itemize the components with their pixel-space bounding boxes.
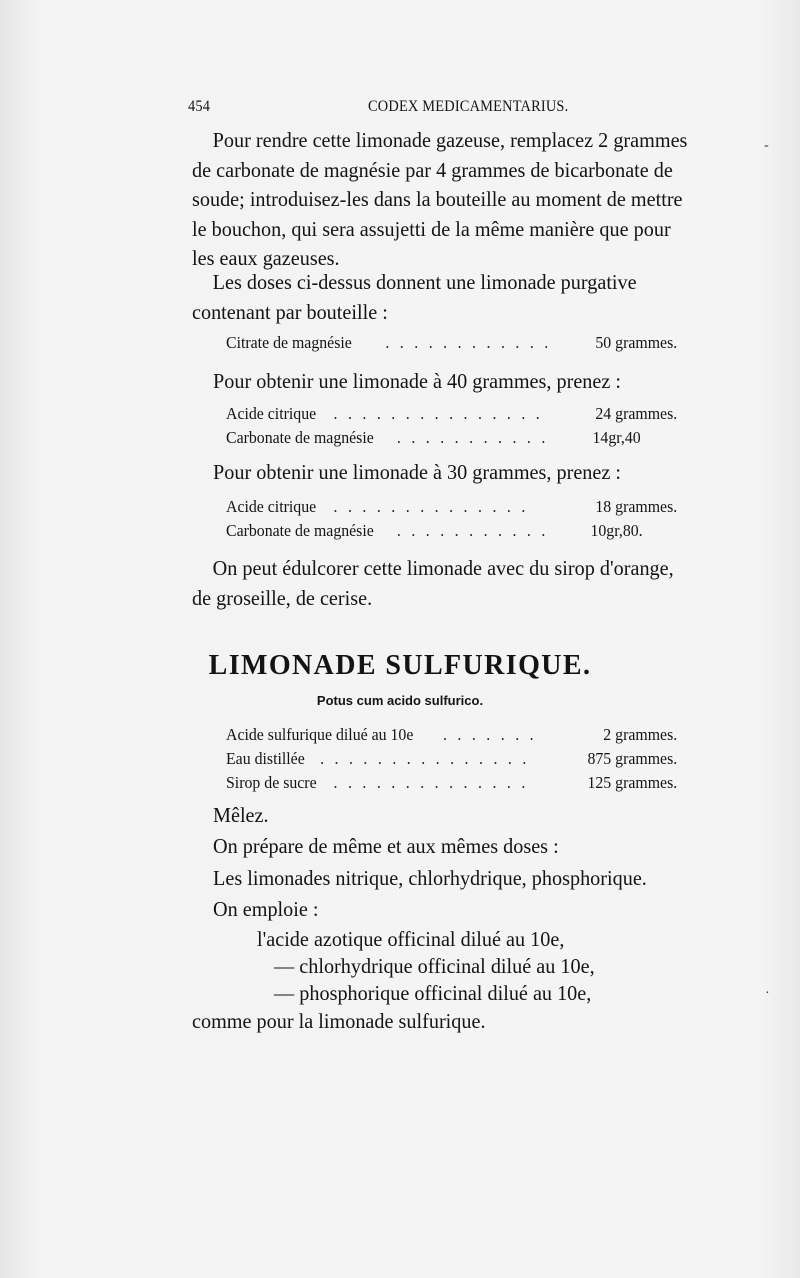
page-number: 454 <box>188 98 211 115</box>
ingredient-quantity: 875 grammes. <box>587 749 678 768</box>
recipe-table-4 <box>226 725 677 797</box>
margin-speck: · <box>765 986 770 1001</box>
dot-leader: . . . . . . . . . . . <box>396 428 549 447</box>
table-row <box>226 521 677 545</box>
table-row <box>226 749 677 773</box>
paragraph-text: On peut édulcorer cette limonade avec du sirop d'orange, de groseille, de cerise. <box>192 556 674 610</box>
ingredient-name: Carbonate de magnésie <box>226 521 374 540</box>
ingredient-name: Acide sulfurique dilué au 10e <box>226 725 414 744</box>
heading-30-grammes: Pour obtenir une limonade à 30 grammes, prenez : <box>213 460 622 484</box>
ingredient-quantity: 14gr,40 <box>592 428 641 447</box>
prepare-text: On prépare de même et aux mêmes doses : <box>213 834 559 858</box>
acide-azotique-text: l'acide azotique officinal dilué au 10e, <box>257 927 565 951</box>
ingredient-quantity: 10gr,80. <box>590 521 643 540</box>
melez-text: Mêlez. <box>213 803 269 827</box>
acide-phosphorique-text: — phosphorique officinal dilué au 10e, <box>274 981 592 1005</box>
ingredient-name: Sirop de sucre <box>226 773 317 792</box>
ingredient-name: Citrate de magnésie <box>226 333 352 352</box>
ingredient-name: Eau distillée <box>226 749 305 768</box>
dot-leader: . . . . . . . . . . . . . . <box>333 773 529 792</box>
dot-leader: . . . . . . . . . . . . . . . <box>333 404 544 423</box>
emploie-text: On emploie : <box>213 897 319 921</box>
comme-text: comme pour la limonade sulfurique. <box>192 1009 486 1033</box>
table-row <box>226 404 677 428</box>
ingredient-name: Carbonate de magnésie <box>226 428 374 447</box>
edulcorer-paragraph <box>192 554 694 613</box>
table-row <box>226 497 677 521</box>
ingredient-name: Acide citrique <box>226 497 317 516</box>
margin-speck: - <box>764 138 769 153</box>
recipe-table-2 <box>226 404 677 452</box>
dot-leader: . . . . . . . <box>442 725 537 744</box>
heading-40-grammes: Pour obtenir une limonade à 40 grammes, prenez : <box>213 369 622 393</box>
running-title: CODEX MEDICAMENTARIUS. <box>368 98 569 115</box>
dot-leader: . . . . . . . . . . . . . . . <box>320 749 530 768</box>
ingredient-name: Acide citrique <box>226 404 317 423</box>
acide-chlorhydrique-text: — chlorhydrique officinal dilué au 10e, <box>274 954 595 978</box>
paragraph-text: Les doses ci-dessus donnent une limonade purgative contenant par bouteille : <box>192 270 637 324</box>
table-row <box>226 725 677 749</box>
table-row <box>226 773 677 797</box>
ingredient-quantity: 2 grammes. <box>603 725 678 744</box>
dot-leader: . . . . . . . . . . . . <box>385 333 552 352</box>
dot-leader: . . . . . . . . . . . . . . <box>333 497 529 516</box>
ingredient-quantity: 18 grammes. <box>595 497 678 516</box>
table-row <box>226 428 677 452</box>
table-row <box>226 333 677 357</box>
recipe-table-3 <box>226 497 677 545</box>
paragraph-text: Pour rendre cette limonade gazeuse, remplacez 2 grammes de carbonate de magnésie par 4 grammes de bicarbonate de soude; introduisez-les dans la bouteille au moment de mettre le bouchon, qui sera assujetti de la même manière que pour les eaux gazeuses. <box>192 128 688 270</box>
intro-paragraph-2 <box>192 268 694 327</box>
ingredient-quantity: 125 grammes. <box>587 773 678 792</box>
ingredient-quantity: 24 grammes. <box>595 404 678 423</box>
running-header <box>188 98 649 122</box>
recipe-table-1 <box>226 333 677 357</box>
section-subtitle: Potus cum acido sulfurico. <box>316 693 484 708</box>
intro-paragraph-1 <box>192 126 694 274</box>
ingredient-quantity: 50 grammes. <box>595 333 678 352</box>
section-title: LIMONADE SULFURIQUE. <box>208 650 592 681</box>
dot-leader: . . . . . . . . . . . <box>396 521 549 540</box>
limonades-text: Les limonades nitrique, chlorhydrique, phosphorique. <box>213 866 647 890</box>
